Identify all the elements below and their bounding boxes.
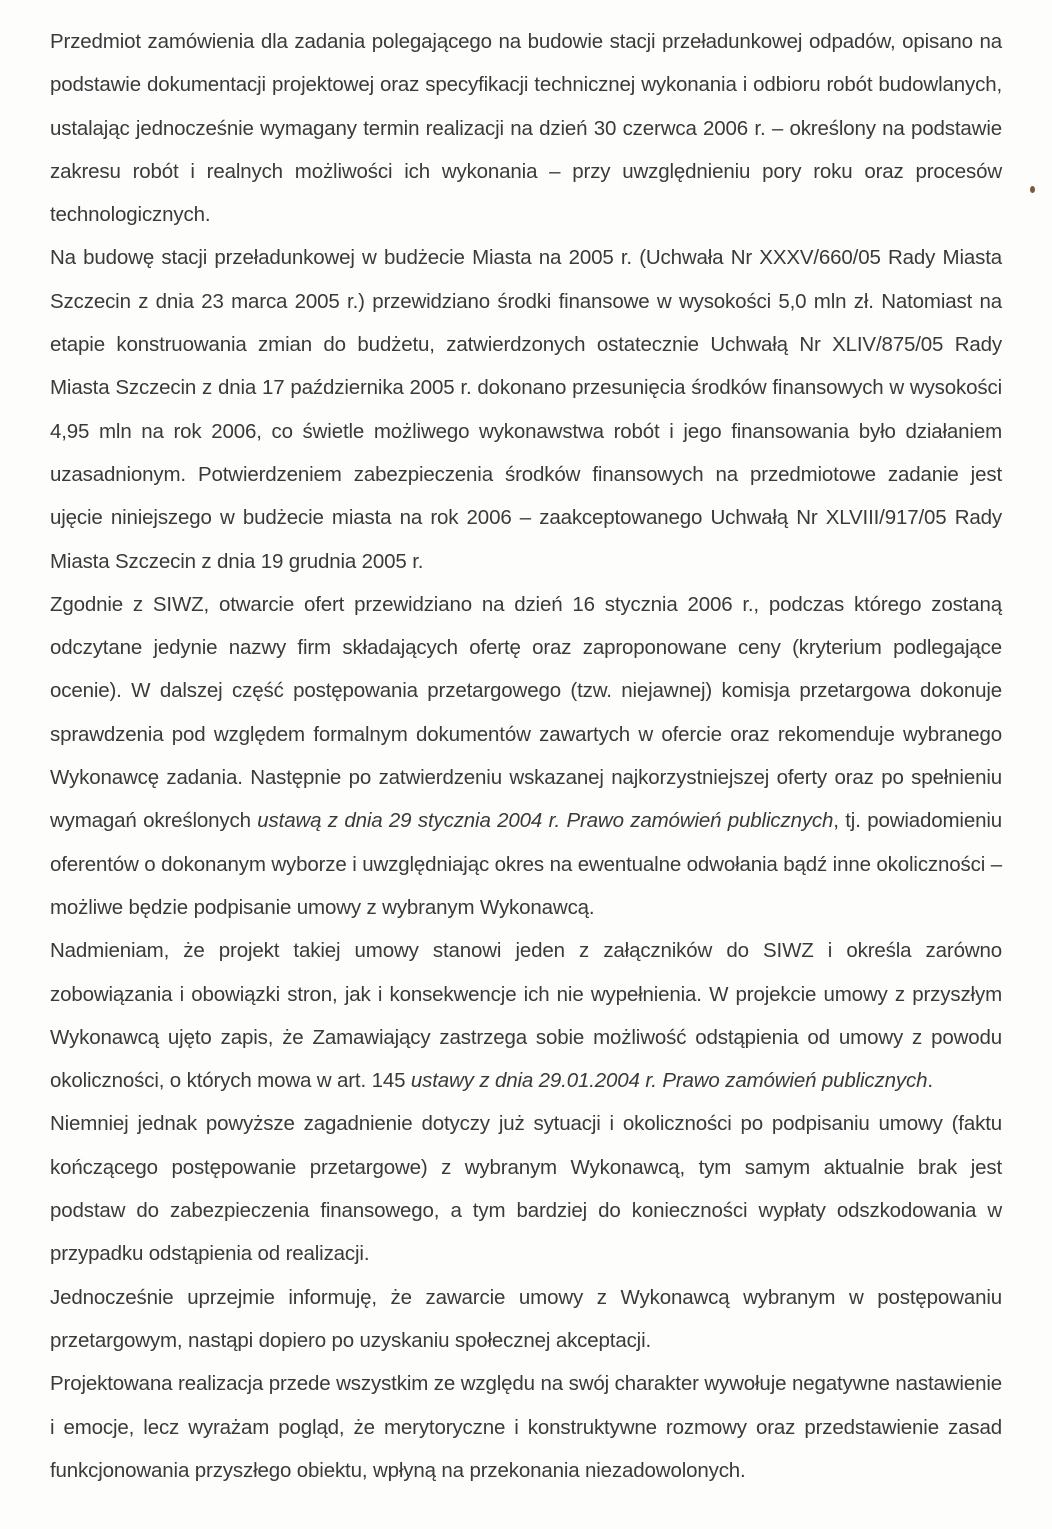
paragraph-1 — [50, 20, 1002, 236]
paragraph-3 — [50, 583, 1002, 929]
scan-speck — [1030, 186, 1035, 193]
paragraph-text: , tj. powiadomieniu oferentów o dokonanym wyborze i uwzględniając okres na ewentualne odwołania bądź inne okoliczności – możliwe będzie podpisanie umowy z wybranym Wykonawcą. — [50, 809, 1002, 919]
paragraph-text: Zgodnie z SIWZ, otwarcie ofert przewidziano na dzień 16 stycznia 2006 r., podczas którego zostaną odczytane jedynie nazwy firm składających ofertę oraz zaproponowane ceny (kryterium podlegające ocenie). W dalszej część postępowania przetargowego (tzw. niejawnej) komisja przetargowa dokonuje sprawdzenia pod względem formalnym dokumentów zawartych w ofercie oraz rekomenduje wybranego Wykonawcę zadania. Następnie po zatwierdzeniu wskazanej najkorzystniejszej oferty oraz po spełnieniu wymagań określonych — [50, 592, 1002, 833]
paragraph-2 — [50, 236, 1002, 582]
law-citation: ustawy z dnia 29.01.2004 r. Prawo zamówień publicznych — [410, 1069, 928, 1093]
paragraph-text: . — [927, 1069, 933, 1093]
paragraph-text: Przedmiot zamówienia dla zadania polegającego na budowie stacji przeładunkowej odpadów, opisano na podstawie dokumentacji projektowej oraz specyfikacji technicznej wykonania i odbioru robót budowlanych, ustalając jednocześnie wymagany termin realizacji na dzień 30 czerwca 2006 r. – określony na podstawie zakresu robót i realnych możliwości ich wykonania – przy uwzględnieniu pory roku oraz procesów technologicznych. — [50, 30, 1002, 227]
paragraph-6 — [50, 1276, 1002, 1363]
paragraph-text: Niemniej jednak powyższe zagadnienie dotyczy już sytuacji i okoliczności po podpisaniu umowy (faktu kończącego postępowanie przetargowe) z wybranym Wykonawcą, tym samym aktualnie brak jest podstaw do zabezpieczenia finansowego, a tym bardziej do konieczności wypłaty odszkodowania w przypadku odstąpienia od realizacji. — [50, 1112, 1002, 1266]
paragraph-text: Nadmieniam, że projekt takiej umowy stanowi jeden z załączników do SIWZ i określa zarówno zobowiązania i obowiązki stron, jak i konsekwencje ich nie wypełnienia. W projekcie umowy z przyszłym Wykonawcą ujęto zapis, że Zamawiający zastrzega sobie możliwość odstąpienia od umowy z powodu okoliczności, o których mowa w art. 145 — [50, 939, 1002, 1093]
paragraph-text: Projektowana realizacja przede wszystkim ze względu na swój charakter wywołuje negatywne nastawienie i emocje, lecz wyrażam pogląd, że merytoryczne i konstruktywne rozmowy oraz przedstawienie zasad funkcjonowania przyszłego obiektu, wpłyną na przekonania niezadowolonych. — [50, 1372, 1002, 1482]
paragraph-7 — [50, 1362, 1002, 1492]
paragraph-5 — [50, 1102, 1002, 1275]
document-body — [50, 20, 1002, 1492]
paragraph-text: Jednocześnie uprzejmie informuję, że zawarcie umowy z Wykonawcą wybranym w postępowaniu przetargowym, nastąpi dopiero po uzyskaniu społecznej akceptacji. — [50, 1285, 1002, 1352]
paragraph-text: Na budowę stacji przeładunkowej w budżecie Miasta na 2005 r. (Uchwała Nr XXXV/660/05 Rady Miasta Szczecin z dnia 23 marca 2005 r.) przewidziano środki finansowe w wysokości 5,0 mln zł. Natomiast na etapie konstruowania zmian do budżetu, zatwierdzonych ostatecznie Uchwałą Nr XLIV/875/05 Rady Miasta Szczecin z dnia 17 października 2005 r. dokonano przesunięcia środków finansowych w wysokości 4,95 mln na rok 2006, co świetle możliwego wykonawstwa robót i jego finansowania było działaniem uzasadnionym. Potwierdzeniem zabezpieczenia środków finansowych na przedmiotowe zadanie jest ujęcie niniejszego w budżecie miasta na rok 2006 – zaakceptowanego Uchwałą Nr XLVIII/917/05 Rady Miasta Szczecin z dnia 19 grudnia 2005 r. — [50, 246, 1002, 573]
law-citation: ustawą z dnia 29 stycznia 2004 r. Prawo zamówień publicznych — [257, 809, 834, 833]
paragraph-4 — [50, 929, 1002, 1102]
